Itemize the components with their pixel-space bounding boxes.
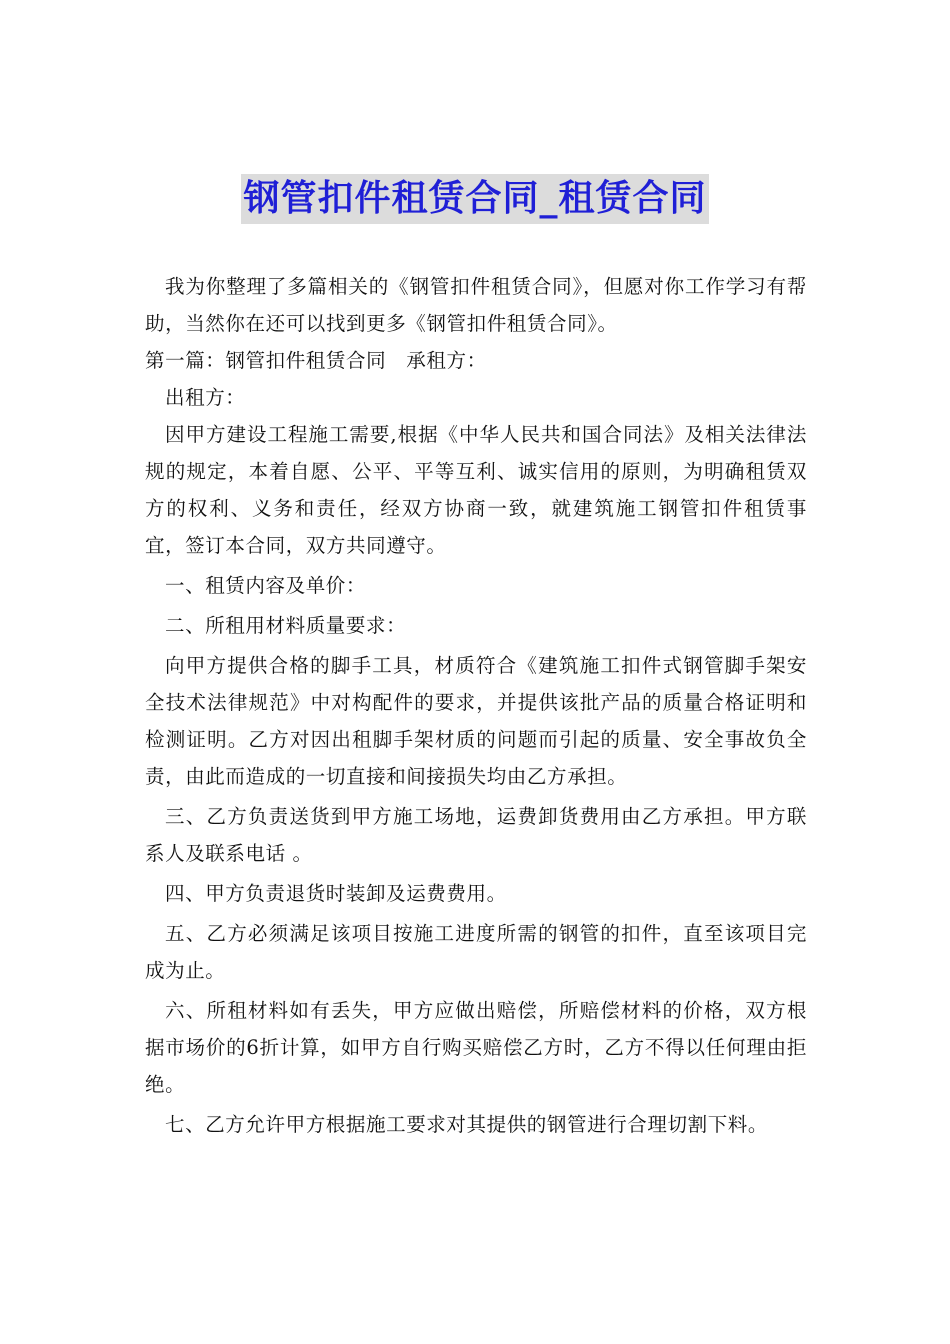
- paragraph-clause-3: 三、乙方负责送货到甲方施工场地，运费卸货费用由乙方承担。甲方联系人及联系电话 。: [145, 805, 807, 865]
- paragraph-chapter-heading: 第一篇：钢管扣件租赁合同 承租方：: [145, 349, 487, 372]
- paragraph-intro: 我为你整理了多篇相关的《钢管扣件租赁合同》，但愿对你工作学习有帮助，当然你在还可以找到更多《钢管扣件租赁合同》。: [145, 275, 807, 335]
- paragraph-lessor: 出租方：: [165, 386, 246, 409]
- document-body: [145, 268, 807, 1143]
- paragraph-clause-1: 一、租赁内容及单价：: [165, 574, 367, 597]
- document-title: 钢管扣件租赁合同_租赁合同: [241, 174, 708, 224]
- paragraph-preamble: 因甲方建设工程施工需要,根据《中华人民共和国合同法》及相关法律法规的规定，本着自愿、公平、平等互利、诚实信用的原则，为明确租赁双方的权利、义务和责任，经双方协商一致，就建筑施工钢管扣件租赁事宜，签订本合同，双方共同遵守。: [145, 423, 807, 557]
- paragraph-clause-7: 七、乙方允许甲方根据施工要求对其提供的钢管进行合理切割下料。: [165, 1113, 769, 1136]
- paragraph-clause-4: 四、甲方负责退货时装卸及运费费用。: [165, 882, 507, 905]
- paragraph-clause-6: 六、所租材料如有丢失，甲方应做出赔偿，所赔偿材料的价格，双方根据市场价的6折计算，如甲方自行购买赔偿乙方时，乙方不得以任何理由拒绝。: [145, 999, 807, 1096]
- paragraph-quality: 向甲方提供合格的脚手工具，材质符合《建筑施工扣件式钢管脚手架安全技术法律规范》中对构配件的要求，并提供该批产品的质量合格证明和检测证明。乙方对因出租脚手架材质的问题而引起的质量、安全事故负全责，由此而造成的一切直接和间接损失均由乙方承担。: [145, 654, 807, 788]
- paragraph-clause-2: 二、所租用材料质量要求：: [165, 614, 407, 637]
- title-container: [0, 174, 950, 224]
- paragraph-clause-5: 五、乙方必须满足该项目按施工进度所需的钢管的扣件，直至该项目完成为止。: [145, 922, 807, 982]
